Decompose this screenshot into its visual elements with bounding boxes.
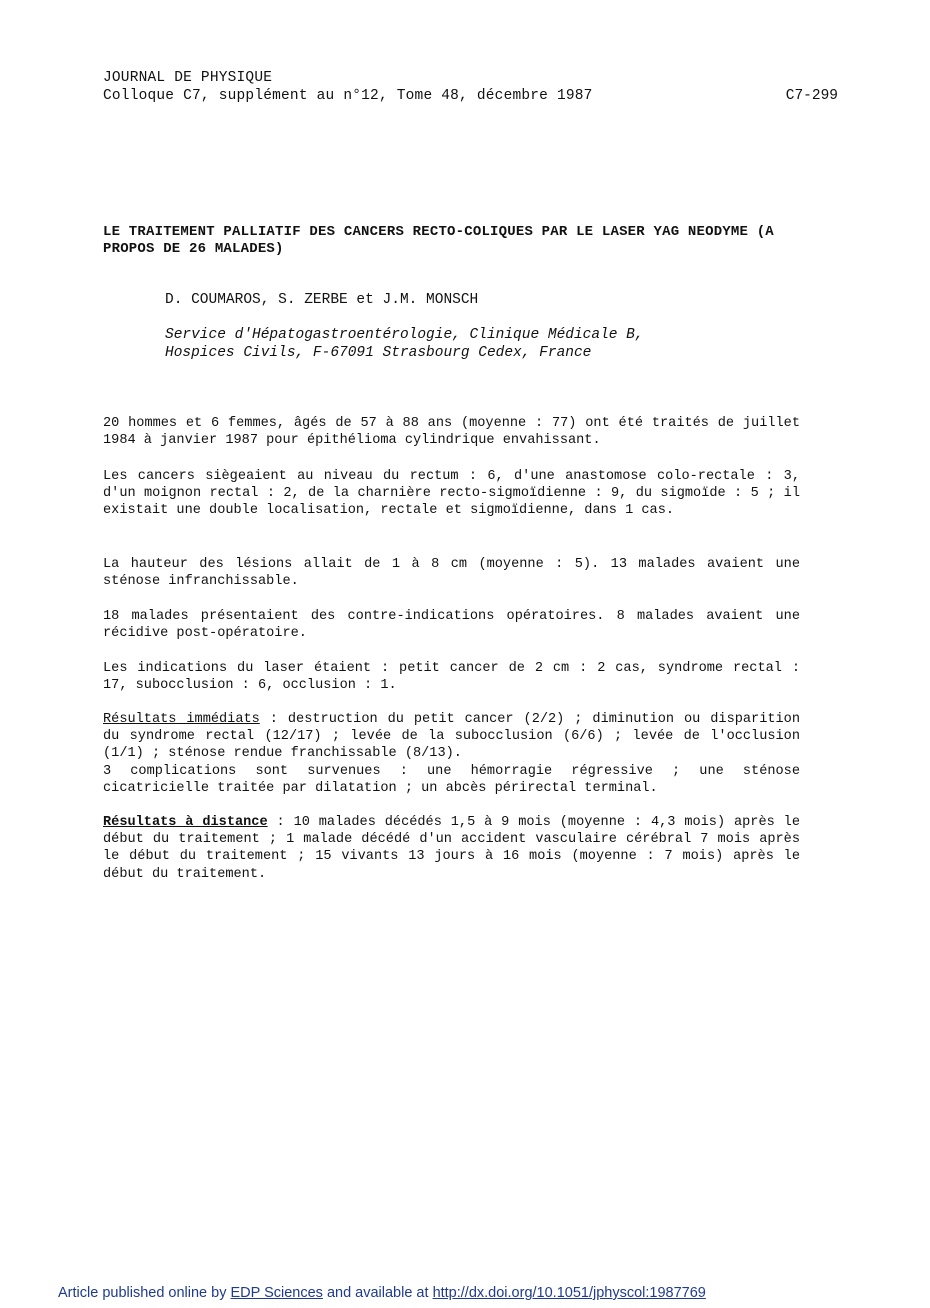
body-paragraph-8 [103, 814, 800, 883]
body-paragraph-1: 20 hommes et 6 femmes, âgés de 57 à 88 ans (moyenne : 77) ont été traités de juillet 1984 à janvier 1987 pour épithélioma cylindrique envahissant. [103, 416, 800, 449]
affiliation-line-1: Service d'Hépatogastroentérologie, Clinique Médicale B, [165, 327, 644, 343]
immediate-results-text: : destruction du petit cancer (2/2) ; diminution ou disparition du syndrome rectal (12/17) ; levée de la subocclusion (6/6) ; levée de l'occlusion (1/1) ; sténose rendue franchissable (8/13). [103, 712, 800, 762]
body-paragraph-2: Les cancers siègeaient au niveau du rectum : 6, d'une anastomose colo-rectale : 3, d'un moignon rectal : 2, de la charnière recto-sigmoïdienne : 9, du sigmoïde : 5 ; il existait une double localisation, rectale et sigmoïdienne, dans 1 cas. [103, 469, 800, 519]
body-paragraph-3: La hauteur des lésions allait de 1 à 8 cm (moyenne : 5). 13 malades avaient une sténose infranchissable. [103, 557, 800, 590]
body-paragraph-6 [103, 711, 800, 797]
complications-text: 3 complications sont survenues : une hémorragie régressive ; une sténose cicatricielle traitée par dilatation ; un abcès périrectal terminal. [103, 763, 800, 796]
doi-link[interactable]: http://dx.doi.org/10.1051/jphyscol:1987769 [432, 1285, 706, 1301]
affiliation-line-2: Hospices Civils, F-67091 Strasbourg Cedex, France [165, 345, 592, 361]
footer-prefix: Article published online by [58, 1285, 231, 1301]
body-paragraph-5: Les indications du laser étaient : petit cancer de 2 cm : 2 cas, syndrome rectal : 17, subocclusion : 6, occlusion : 1. [103, 661, 800, 694]
journal-name: JOURNAL DE PHYSIQUE [103, 70, 273, 86]
long-term-results-text: : 10 malades décédés 1,5 à 9 mois (moyenne : 4,3 mois) après le début du traitement ; 1 malade décédé d'un accident vasculaire cérébral 7 mois après le début du traitement ; 15 vivants 13 jours à 16 mois (moyenne : 7 mois) après le début du traitement. [103, 815, 800, 882]
article-title: LE TRAITEMENT PALLIATIF DES CANCERS RECTO-COLIQUES PAR LE LASER YAG NEODYME (A PROPOS DE 26 MALADES) [103, 224, 774, 257]
publisher-link[interactable]: EDP Sciences [230, 1285, 323, 1301]
publication-footer [58, 1285, 706, 1301]
journal-issue: Colloque C7, supplément au n°12, Tome 48, décembre 1987 [103, 88, 593, 104]
immediate-results-heading: Résultats immédiats [103, 712, 260, 727]
page-number: C7-299 [785, 88, 838, 104]
article-authors: D. COUMAROS, S. ZERBE et J.M. MONSCH [165, 292, 479, 308]
footer-middle: and available at [322, 1285, 433, 1301]
body-paragraph-4: 18 malades présentaient des contre-indications opératoires. 8 malades avaient une récidive post-opératoire. [103, 609, 800, 642]
journal-header [103, 69, 593, 105]
long-term-results-heading: Résultats à distance [103, 815, 268, 830]
article-affiliation [165, 326, 644, 362]
